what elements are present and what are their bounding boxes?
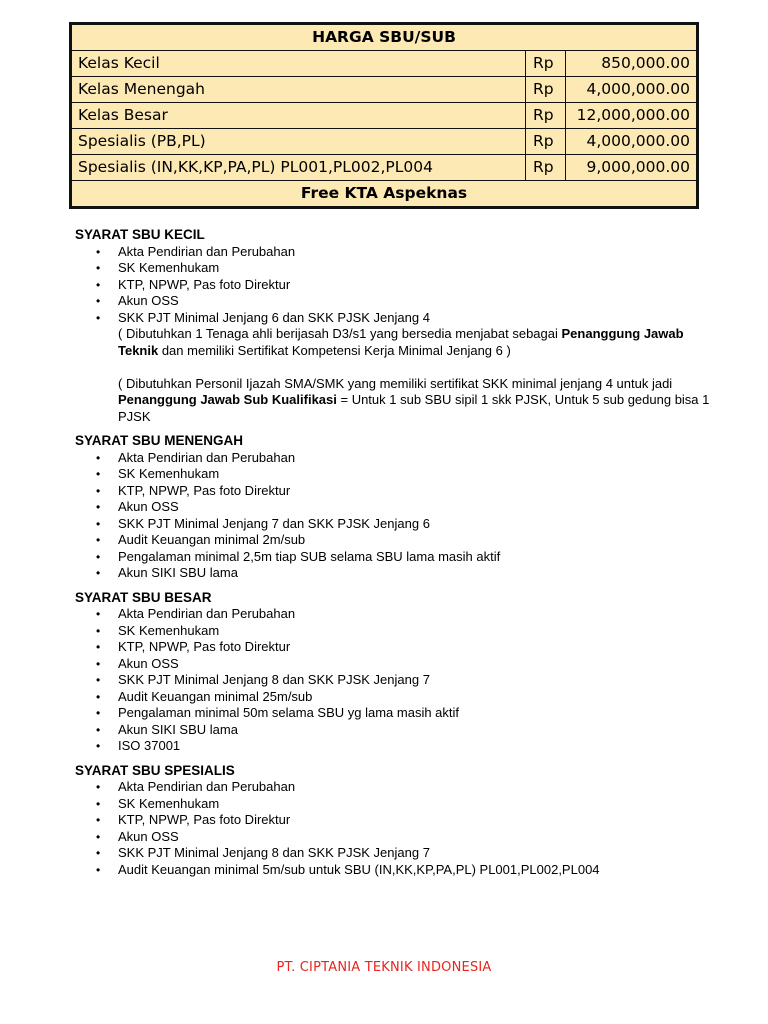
list-item — [75, 310, 715, 327]
list-item-text: Akta Pendirian dan Perubahan — [118, 606, 296, 621]
bullet-icon: • — [96, 566, 101, 580]
price-row-amount: 4,000,000.00 — [566, 77, 698, 103]
bullet-icon: • — [96, 673, 101, 687]
section-title: SYARAT SBU BESAR — [75, 589, 212, 605]
list-item-text: Pengalaman minimal 50m selama SBU yg lama masih aktif — [118, 705, 460, 720]
list-item-text: Akta Pendirian dan Perubahan — [118, 243, 296, 259]
bullet-icon: • — [96, 829, 101, 844]
list-item-text: Akta Pendirian dan Perubahan — [118, 779, 296, 794]
list-item — [75, 623, 715, 640]
requirement-list — [75, 606, 715, 755]
list-item — [75, 796, 715, 813]
bullet-icon: • — [96, 846, 101, 860]
bullet-icon: • — [96, 549, 101, 564]
bullet-icon: • — [96, 607, 101, 621]
bullet-icon: • — [96, 656, 101, 671]
list-item — [75, 779, 715, 796]
price-row-amount: 4,000,000.00 — [566, 129, 698, 155]
list-item — [75, 244, 715, 261]
price-row-currency: Rp — [526, 51, 566, 77]
bullet-icon: • — [96, 533, 101, 547]
list-item — [75, 705, 715, 722]
section-sbu-kecil — [75, 227, 715, 425]
bullet-icon: • — [96, 516, 101, 531]
bullet-icon: • — [96, 722, 101, 737]
price-row — [71, 51, 698, 77]
section-sbu-besar — [75, 590, 715, 755]
list-item-text: ISO 37001 — [118, 738, 181, 753]
section-sbu-menengah — [75, 433, 715, 582]
price-row-currency: Rp — [526, 155, 566, 181]
list-item — [75, 672, 715, 689]
price-table-footer — [71, 181, 698, 208]
list-item — [75, 499, 715, 516]
requirement-list — [75, 450, 715, 582]
price-row-name: Kelas Menengah — [71, 77, 526, 103]
list-item-text: SK Kemenhukam — [118, 260, 220, 275]
bullet-icon: • — [96, 780, 101, 794]
bullet-icon: • — [96, 862, 101, 877]
price-row-currency: Rp — [526, 129, 566, 155]
list-item — [75, 722, 715, 739]
list-item — [75, 293, 715, 310]
list-item-text: Akun OSS — [118, 828, 179, 844]
list-item — [75, 549, 715, 566]
list-item-text: SK Kemenhukam — [118, 795, 220, 811]
list-item-text: SKK PJT Minimal Jenjang 6 dan SKK PJSK Jenjang 4 — [118, 309, 430, 325]
list-item — [75, 689, 715, 706]
list-item-text: Akun SIKI SBU lama — [118, 721, 238, 737]
company-footer: PT. CIPTANIA TEKNIK INDONESIA — [276, 960, 492, 975]
bullet-icon: • — [96, 294, 101, 308]
bullet-icon: • — [96, 739, 101, 753]
list-item-text: Akun OSS — [118, 499, 179, 514]
bullet-icon: • — [96, 310, 101, 325]
note-penanggung-jawab-sub: ( Dibutuhkan Personil Ijazah SMA/SMK yang memiliki sertifikat SKK minimal jenjang 4 untuk jadi Penanggung Jawab Sub Kualifikasi = Untuk 1 sub SBU sipil 1 skk PJSK, Untuk 5 sub gedung bisa 1 PJSK — [118, 375, 710, 424]
price-row — [71, 103, 698, 129]
list-item-text: SKK PJT Minimal Jenjang 7 dan SKK PJSK Jenjang 6 — [118, 515, 430, 531]
list-item-text: Audit Keuangan minimal 2m/sub — [118, 532, 306, 547]
list-item — [75, 277, 715, 294]
price-table-footer-text: Free KTA Aspeknas — [71, 181, 698, 208]
list-item — [75, 738, 715, 755]
list-item-text: Akun SIKI SBU lama — [118, 565, 238, 580]
list-item — [75, 450, 715, 467]
list-item — [75, 516, 715, 533]
list-item-text: KTP, NPWP, Pas foto Direktur — [118, 812, 291, 827]
list-item — [75, 466, 715, 483]
bullet-icon: • — [96, 483, 101, 498]
price-row-amount: 9,000,000.00 — [566, 155, 698, 181]
list-item — [75, 532, 715, 549]
list-item-text: SK Kemenhukam — [118, 622, 220, 638]
bullet-icon: • — [96, 500, 101, 514]
list-item-text: KTP, NPWP, Pas foto Direktur — [118, 482, 291, 498]
bullet-icon: • — [96, 689, 101, 704]
bullet-icon: • — [96, 640, 101, 654]
bullet-icon: • — [96, 450, 101, 465]
bullet-icon: • — [96, 813, 101, 827]
list-item-text: Akta Pendirian dan Perubahan — [118, 449, 296, 465]
price-row-currency: Rp — [526, 77, 566, 103]
list-item — [75, 565, 715, 582]
list-item — [75, 656, 715, 673]
list-item-text: Akun OSS — [118, 293, 179, 308]
list-item — [75, 862, 715, 879]
list-item-text: Audit Keuangan minimal 5m/sub untuk SBU (IN,KK,KP,PA,PL) PL001,PL002,PL004 — [118, 861, 600, 877]
list-item-text: SKK PJT Minimal Jenjang 8 dan SKK PJSK Jenjang 7 — [118, 672, 430, 687]
price-table-title: HARGA SBU/SUB — [71, 24, 698, 51]
bullet-icon: • — [96, 467, 101, 481]
list-item — [75, 812, 715, 829]
list-item — [75, 260, 715, 277]
section-title: SYARAT SBU SPESIALIS — [75, 762, 235, 778]
list-item-text: KTP, NPWP, Pas foto Direktur — [118, 276, 291, 292]
list-item-text: Audit Keuangan minimal 25m/sub — [118, 688, 313, 704]
requirements — [75, 227, 715, 878]
price-row-amount: 12,000,000.00 — [566, 103, 698, 129]
list-item-text: Pengalaman minimal 2,5m tiap SUB selama SBU lama masih aktif — [118, 548, 501, 564]
list-item-text: SK Kemenhukam — [118, 466, 220, 481]
list-item — [75, 606, 715, 623]
price-row-name: Kelas Besar — [71, 103, 526, 129]
list-item-text: KTP, NPWP, Pas foto Direktur — [118, 639, 291, 654]
price-row-amount: 850,000.00 — [566, 51, 698, 77]
price-row — [71, 129, 698, 155]
price-table-header — [71, 24, 698, 51]
list-item-text: SKK PJT Minimal Jenjang 8 dan SKK PJSK Jenjang 7 — [118, 845, 430, 860]
bullet-icon: • — [96, 796, 101, 811]
bullet-icon: • — [96, 706, 101, 720]
price-row — [71, 77, 698, 103]
requirement-list — [75, 779, 715, 878]
list-item — [75, 829, 715, 846]
section-title: SYARAT SBU MENENGAH — [75, 433, 244, 448]
list-item — [75, 845, 715, 862]
requirement-list — [75, 244, 715, 327]
bullet-icon: • — [96, 261, 101, 275]
list-item-text: Akun OSS — [118, 655, 179, 671]
bullet-icon: • — [96, 623, 101, 638]
price-row-currency: Rp — [526, 103, 566, 129]
list-item — [75, 639, 715, 656]
section-sbu-spesialis — [75, 763, 715, 879]
note-penanggung-jawab-teknik: ( Dibutuhkan 1 Tenaga ahli berijasah D3/s1 yang bersedia menjabat sebagai Penanggung Jawab Teknik dan memiliki Sertifikat Kompetensi Kerja Minimal Jenjang 6 ) — [118, 326, 684, 358]
price-table — [69, 22, 699, 209]
price-row-name: Spesialis (IN,KK,KP,PA,PL) PL001,PL002,PL004 — [71, 155, 526, 181]
price-row-name: Kelas Kecil — [71, 51, 526, 77]
price-row — [71, 155, 698, 181]
section-title: SYARAT SBU KECIL — [75, 227, 205, 242]
price-row-name: Spesialis (PB,PL) — [71, 129, 526, 155]
bullet-icon: • — [96, 277, 101, 292]
bullet-icon: • — [96, 244, 101, 259]
list-item — [75, 483, 715, 500]
